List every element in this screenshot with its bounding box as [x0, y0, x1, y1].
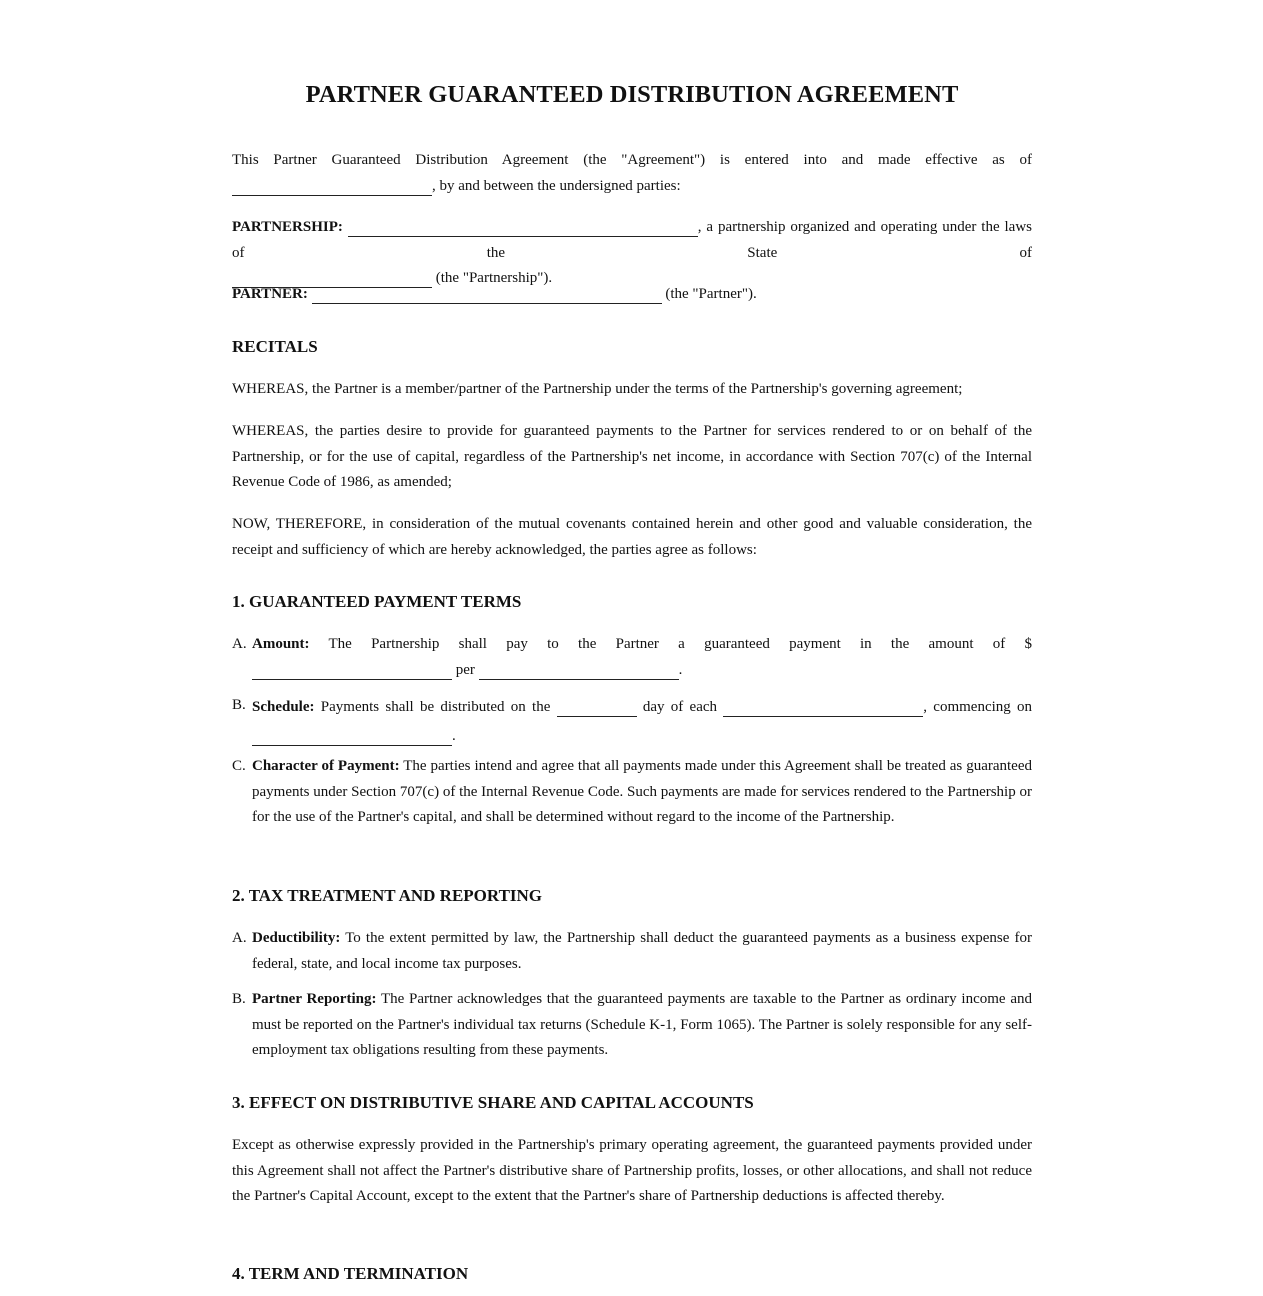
clause-text: The parties intend and agree that all payments made under this Agreement shall be treated as guaranteed payments under Section 707(c) of the Internal Revenue Code. Such payments are made for services rendered to the Partnership or for the use of the Partner's capital, and shall be determined without regard to the income of the Partnership. [252, 758, 1033, 825]
clause-text: The Partnership shall pay to the Partner a guaranteed payment in the amount of $ [328, 636, 1032, 652]
clause-text: , commencing on [923, 699, 1033, 715]
clause-text: Payments shall be distributed on the [320, 699, 551, 715]
clause-2b [232, 987, 1032, 1064]
clause-text: . [678, 661, 683, 678]
partnership-label: PARTNERSHIP: [232, 219, 343, 235]
partner-name-field[interactable] [312, 286, 662, 304]
clause-1c [232, 754, 1032, 831]
whereas-paragraph-2: WHEREAS, the parties desire to provide for guaranteed payments to the Partner for services rendered to or on behalf of the Partnership, or for the use of capital, regardless of the Partnership's net income, in accordance with Section 707(c) of the Internal Revenue Code of 1986, as amended; [232, 423, 1032, 490]
payment-day-field[interactable] [557, 699, 637, 717]
intro-text: This Partner Guaranteed Distribution Agreement (the "Agreement") is entered into and made effective as of [232, 152, 1032, 168]
clause-text: To the extent permitted by law, the Partnership shall deduct the guaranteed payments as a business expense for federal, state, and local income tax purposes. [252, 930, 1032, 972]
whereas-paragraph-1: WHEREAS, the Partner is a member/partner of the Partnership under the terms of the Partnership's governing agreement; [232, 381, 963, 397]
clause-text: The Partner acknowledges that the guaranteed payments are taxable to the Partner as ordinary income and must be reported on the Partner's individual tax returns (Schedule K-1, Form 1065). The Partner is solely responsible for any self-employment tax obligations resulting from these payments. [252, 991, 1032, 1058]
clause-label: Amount: [252, 636, 310, 652]
clause-letter: A. [232, 930, 247, 946]
clause-label: Deductibility: [252, 930, 341, 946]
recitals-heading: RECITALS [232, 337, 318, 356]
clause-text: per [455, 661, 475, 678]
section-4-heading: 4. TERM AND TERMINATION [232, 1264, 469, 1283]
clause-letter: B. [232, 697, 246, 713]
partner-label: PARTNER: [232, 286, 308, 302]
commencement-date-field[interactable] [252, 728, 452, 746]
clause-letter: C. [232, 758, 246, 774]
section-3-paragraph: Except as otherwise expressly provided in the Partnership's primary operating agreement, the guaranteed payments provided under this Agreement shall not affect the Partner's distributive share of Partnership profits, losses, or other allocations, and shall not reduce the Partner's Capital Account, except to the extent that the Partner's share of Partnership deductions is affected thereby. [232, 1137, 1032, 1204]
section-2-heading: 2. TAX TREATMENT AND REPORTING [232, 886, 543, 905]
section-3-heading: 3. EFFECT ON DISTRIBUTIVE SHARE AND CAPITAL ACCOUNTS [232, 1093, 754, 1112]
clause-label: Partner Reporting: [252, 991, 377, 1007]
partnership-text: , a partnership organized and operating under the laws of the State of [232, 219, 1033, 261]
intro-text-end: , by and between the undersigned parties: [432, 177, 681, 194]
now-therefore-paragraph: NOW, THEREFORE, in consideration of the mutual covenants contained herein and other good and valuable consideration, the receipt and sufficiency of which are hereby acknowledged, the parties agree as follows: [232, 516, 1032, 558]
partner-party-block [232, 282, 1032, 308]
payment-amount-field[interactable] [252, 662, 452, 680]
partner-defined-term: (the "Partner"). [665, 286, 757, 302]
intro-paragraph [232, 148, 1032, 199]
clause-label: Character of Payment: [252, 758, 400, 774]
section-1-heading: 1. GUARANTEED PAYMENT TERMS [232, 592, 522, 611]
clause-1a [232, 632, 1032, 683]
partnership-name-field[interactable] [348, 219, 698, 237]
clause-letter: B. [232, 991, 246, 1007]
clause-text: . [452, 728, 456, 744]
document-title: PARTNER GUARANTEED DISTRIBUTION AGREEMENT [305, 81, 959, 108]
clause-2a [232, 926, 1032, 977]
clause-letter: A. [232, 636, 247, 652]
payment-frequency-field[interactable] [723, 699, 923, 717]
payment-period-field[interactable] [479, 662, 679, 680]
partnership-defined-term: (the "Partnership"). [435, 270, 553, 286]
clause-text: day of each [642, 699, 718, 715]
partnership-party-block [232, 215, 1032, 292]
clause-1b [232, 693, 1032, 751]
clause-label: Schedule: [252, 699, 315, 715]
effective-date-field[interactable] [232, 178, 432, 196]
